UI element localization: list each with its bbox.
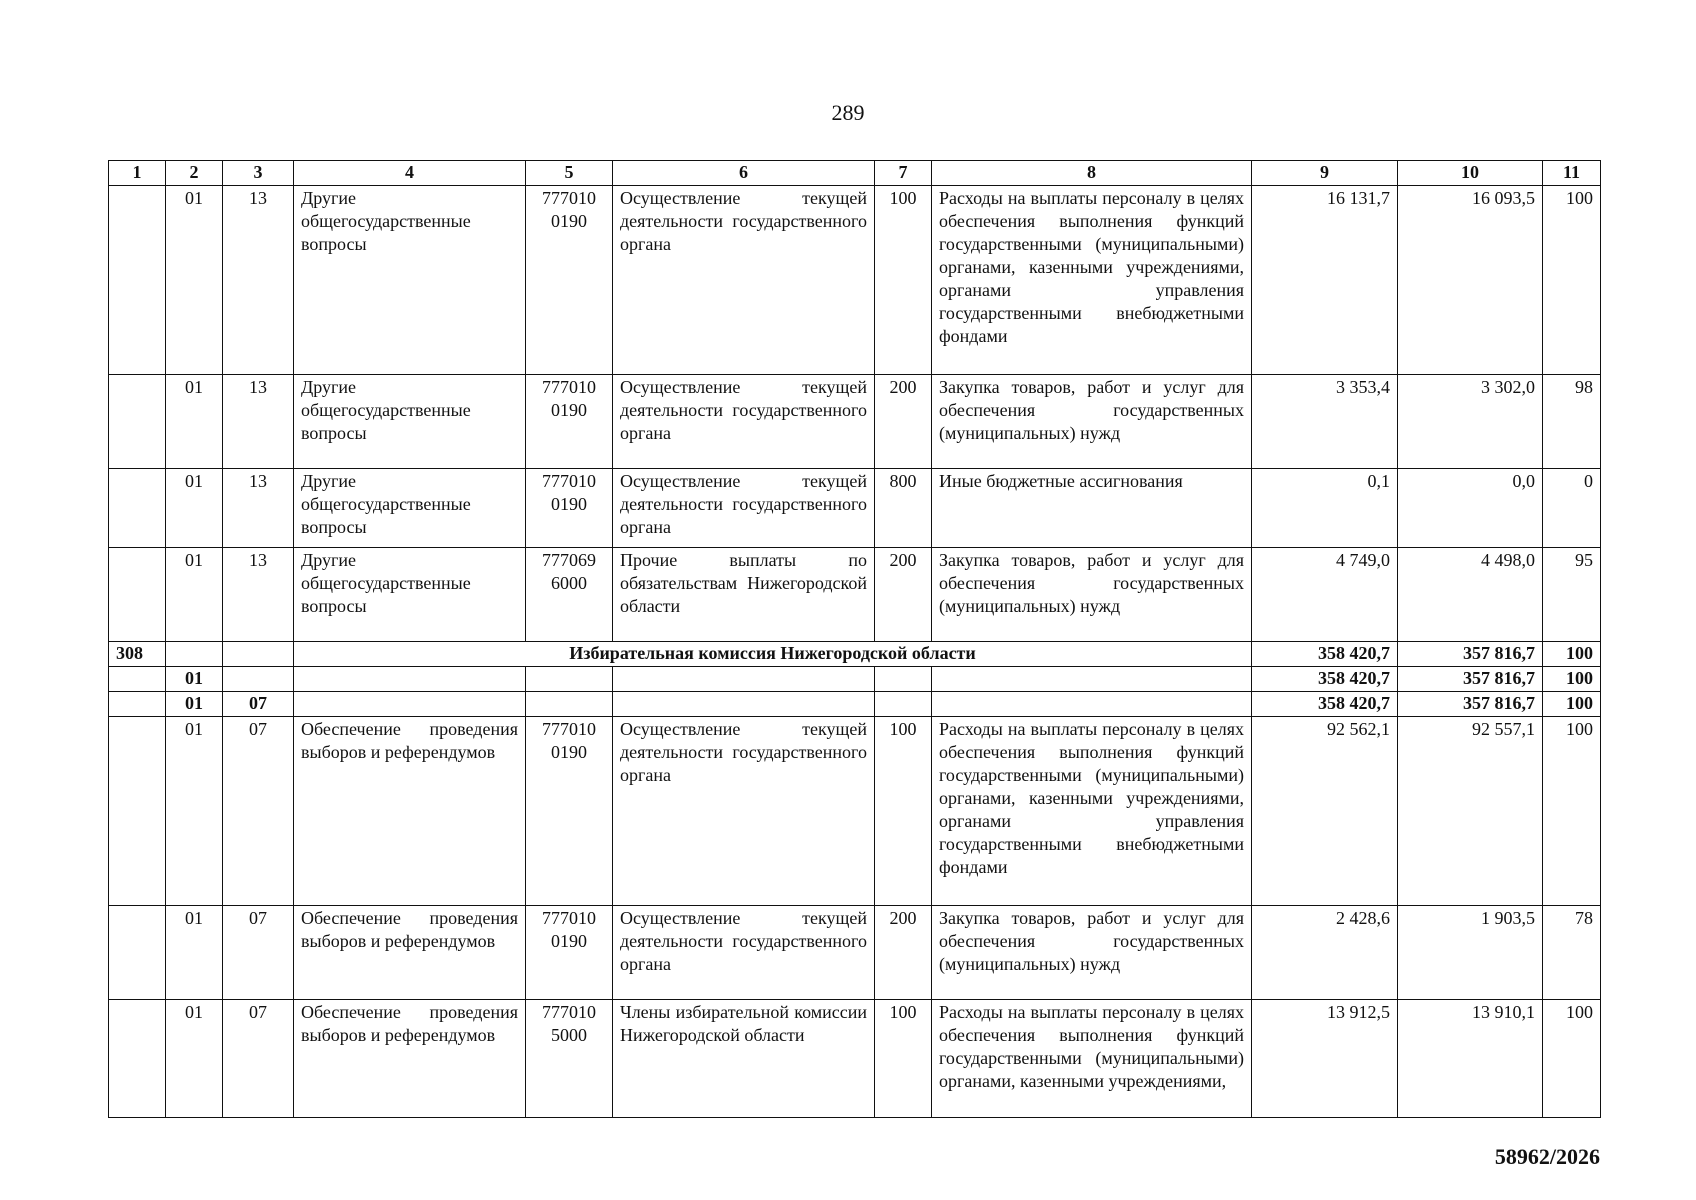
column-header: 6 xyxy=(613,161,875,186)
table-cell: 01 xyxy=(166,717,223,906)
subtotal-row xyxy=(109,692,1601,717)
table-cell xyxy=(223,667,294,692)
table-cell: 98 xyxy=(1543,375,1601,469)
column-header: 2 xyxy=(166,161,223,186)
table-cell: 100 xyxy=(1543,692,1601,717)
table-cell: 100 xyxy=(875,1000,932,1118)
table-cell: 357 816,7 xyxy=(1398,692,1543,717)
table-cell: 358 420,7 xyxy=(1252,692,1398,717)
table-cell: 95 xyxy=(1543,548,1601,642)
table-cell: Другие общегосударственные вопросы xyxy=(294,186,526,375)
table-cell: Другие общегосударственные вопросы xyxy=(294,469,526,548)
table-cell xyxy=(932,667,1252,692)
table-row xyxy=(109,186,1601,375)
table-cell: 92 557,1 xyxy=(1398,717,1543,906)
table-cell: Расходы на выплаты персоналу в целях обеспечения выполнения функций государственными (муниципальными) органами, казенными учреждениями, xyxy=(932,1000,1252,1118)
table-cell: 01 xyxy=(166,186,223,375)
table-cell: 777010 0190 xyxy=(526,717,613,906)
column-header: 1 xyxy=(109,161,166,186)
table-cell: Обеспечение проведения выборов и референдумов xyxy=(294,1000,526,1118)
subtotal-row xyxy=(109,667,1601,692)
table-cell: 777010 0190 xyxy=(526,469,613,548)
table-cell: 100 xyxy=(875,717,932,906)
table-cell: 777069 6000 xyxy=(526,548,613,642)
table-row xyxy=(109,548,1601,642)
column-header: 11 xyxy=(1543,161,1601,186)
table-row xyxy=(109,375,1601,469)
table-cell: 3 302,0 xyxy=(1398,375,1543,469)
column-header: 8 xyxy=(932,161,1252,186)
table-cell: Осуществление текущей деятельности государственного органа xyxy=(613,906,875,1000)
table-cell: 07 xyxy=(223,692,294,717)
table-cell: 200 xyxy=(875,375,932,469)
table-cell: 100 xyxy=(1543,667,1601,692)
table-cell: 358 420,7 xyxy=(1252,642,1398,667)
section-row xyxy=(109,642,1601,667)
table-cell xyxy=(109,186,166,375)
table-cell: 01 xyxy=(166,548,223,642)
table-cell xyxy=(875,667,932,692)
page-number: 289 xyxy=(831,100,865,125)
table-row xyxy=(109,1000,1601,1118)
table-cell: 13 xyxy=(223,375,294,469)
table-cell: 777010 0190 xyxy=(526,186,613,375)
table-cell: 100 xyxy=(1543,1000,1601,1118)
table-cell xyxy=(109,375,166,469)
table-cell: 13 xyxy=(223,548,294,642)
table-cell xyxy=(526,692,613,717)
table-cell: 01 xyxy=(166,906,223,1000)
table-cell: Осуществление текущей деятельности государственного органа xyxy=(613,469,875,548)
table-row xyxy=(109,906,1601,1000)
table-cell xyxy=(613,692,875,717)
document-number: 58962/2026 xyxy=(1494,1144,1600,1169)
table-cell xyxy=(109,667,166,692)
table-cell: 100 xyxy=(875,186,932,375)
table-cell: Другие общегосударственные вопросы xyxy=(294,548,526,642)
table-cell: Расходы на выплаты персоналу в целях обеспечения выполнения функций государственными (муниципальными) органами, казенными учреждениями, органами управления государственными внебюджетными фондами xyxy=(932,717,1252,906)
table-cell: 357 816,7 xyxy=(1398,667,1543,692)
table-cell xyxy=(109,469,166,548)
table-cell: 01 xyxy=(166,692,223,717)
table-cell: 78 xyxy=(1543,906,1601,1000)
table-cell: Закупка товаров, работ и услуг для обеспечения государственных (муниципальных) нужд xyxy=(932,375,1252,469)
table-cell: 4 749,0 xyxy=(1252,548,1398,642)
table-cell: 01 xyxy=(166,469,223,548)
table-cell: Закупка товаров, работ и услуг для обеспечения государственных (муниципальных) нужд xyxy=(932,906,1252,1000)
table-cell: 0,0 xyxy=(1398,469,1543,548)
table-cell: Осуществление текущей деятельности государственного органа xyxy=(613,717,875,906)
table-row xyxy=(109,717,1601,906)
table-cell: Закупка товаров, работ и услуг для обеспечения государственных (муниципальных) нужд xyxy=(932,548,1252,642)
table-cell xyxy=(932,692,1252,717)
table-cell: 200 xyxy=(875,906,932,1000)
section-title: Избирательная комиссия Нижегородской области xyxy=(294,642,1252,667)
table-cell xyxy=(294,667,526,692)
table-cell xyxy=(109,548,166,642)
table-cell: Другие общегосударственные вопросы xyxy=(294,375,526,469)
table-cell xyxy=(109,1000,166,1118)
table-cell: 3 353,4 xyxy=(1252,375,1398,469)
table-cell: Расходы на выплаты персоналу в целях обеспечения выполнения функций государственными (муниципальными) органами, казенными учреждениями, органами управления государственными внебюджетными фондами xyxy=(932,186,1252,375)
table-cell: 200 xyxy=(875,548,932,642)
table-cell: 01 xyxy=(166,1000,223,1118)
table-cell: 100 xyxy=(1543,717,1601,906)
column-header: 4 xyxy=(294,161,526,186)
table-cell: 800 xyxy=(875,469,932,548)
table-cell: 16 131,7 xyxy=(1252,186,1398,375)
budget-table xyxy=(108,160,1601,1118)
table-cell: Прочие выплаты по обязательствам Нижегородской области xyxy=(613,548,875,642)
table-cell: 13 xyxy=(223,186,294,375)
table-cell: Осуществление текущей деятельности государственного органа xyxy=(613,375,875,469)
table-cell: 07 xyxy=(223,717,294,906)
table-cell: 4 498,0 xyxy=(1398,548,1543,642)
table-cell: 13 912,5 xyxy=(1252,1000,1398,1118)
table-row xyxy=(109,469,1601,548)
table-cell: 357 816,7 xyxy=(1398,642,1543,667)
table-cell: 2 428,6 xyxy=(1252,906,1398,1000)
table-cell: 07 xyxy=(223,906,294,1000)
column-header: 7 xyxy=(875,161,932,186)
table-cell xyxy=(109,906,166,1000)
table-cell: 100 xyxy=(1543,642,1601,667)
table-cell xyxy=(294,692,526,717)
table-cell xyxy=(526,667,613,692)
table-cell: Обеспечение проведения выборов и референдумов xyxy=(294,717,526,906)
table-cell: 01 xyxy=(166,375,223,469)
table-cell: Осуществление текущей деятельности государственного органа xyxy=(613,186,875,375)
table-cell xyxy=(613,667,875,692)
table-cell: Обеспечение проведения выборов и референдумов xyxy=(294,906,526,1000)
table-cell: Члены избирательной комиссии Нижегородской области xyxy=(613,1000,875,1118)
column-header: 3 xyxy=(223,161,294,186)
table-cell xyxy=(109,692,166,717)
table-cell: 16 093,5 xyxy=(1398,186,1543,375)
table-cell: 07 xyxy=(223,1000,294,1118)
table-cell xyxy=(109,717,166,906)
section-code: 308 xyxy=(109,642,166,667)
table-cell xyxy=(166,642,223,667)
table-cell: 358 420,7 xyxy=(1252,667,1398,692)
table-cell: 777010 0190 xyxy=(526,375,613,469)
table-cell: 100 xyxy=(1543,186,1601,375)
table-cell xyxy=(875,692,932,717)
table-cell: 92 562,1 xyxy=(1252,717,1398,906)
table-cell: 13 xyxy=(223,469,294,548)
table-cell: 01 xyxy=(166,667,223,692)
table-cell xyxy=(223,642,294,667)
column-header: 10 xyxy=(1398,161,1543,186)
table-cell: 777010 0190 xyxy=(526,906,613,1000)
table-cell: 13 910,1 xyxy=(1398,1000,1543,1118)
column-header: 5 xyxy=(526,161,613,186)
table-cell: 777010 5000 xyxy=(526,1000,613,1118)
table-cell: 0 xyxy=(1543,469,1601,548)
column-header: 9 xyxy=(1252,161,1398,186)
table-cell: 0,1 xyxy=(1252,469,1398,548)
table-cell: 1 903,5 xyxy=(1398,906,1543,1000)
column-numbers-row xyxy=(109,161,1601,186)
table-cell: Иные бюджетные ассигнования xyxy=(932,469,1252,548)
